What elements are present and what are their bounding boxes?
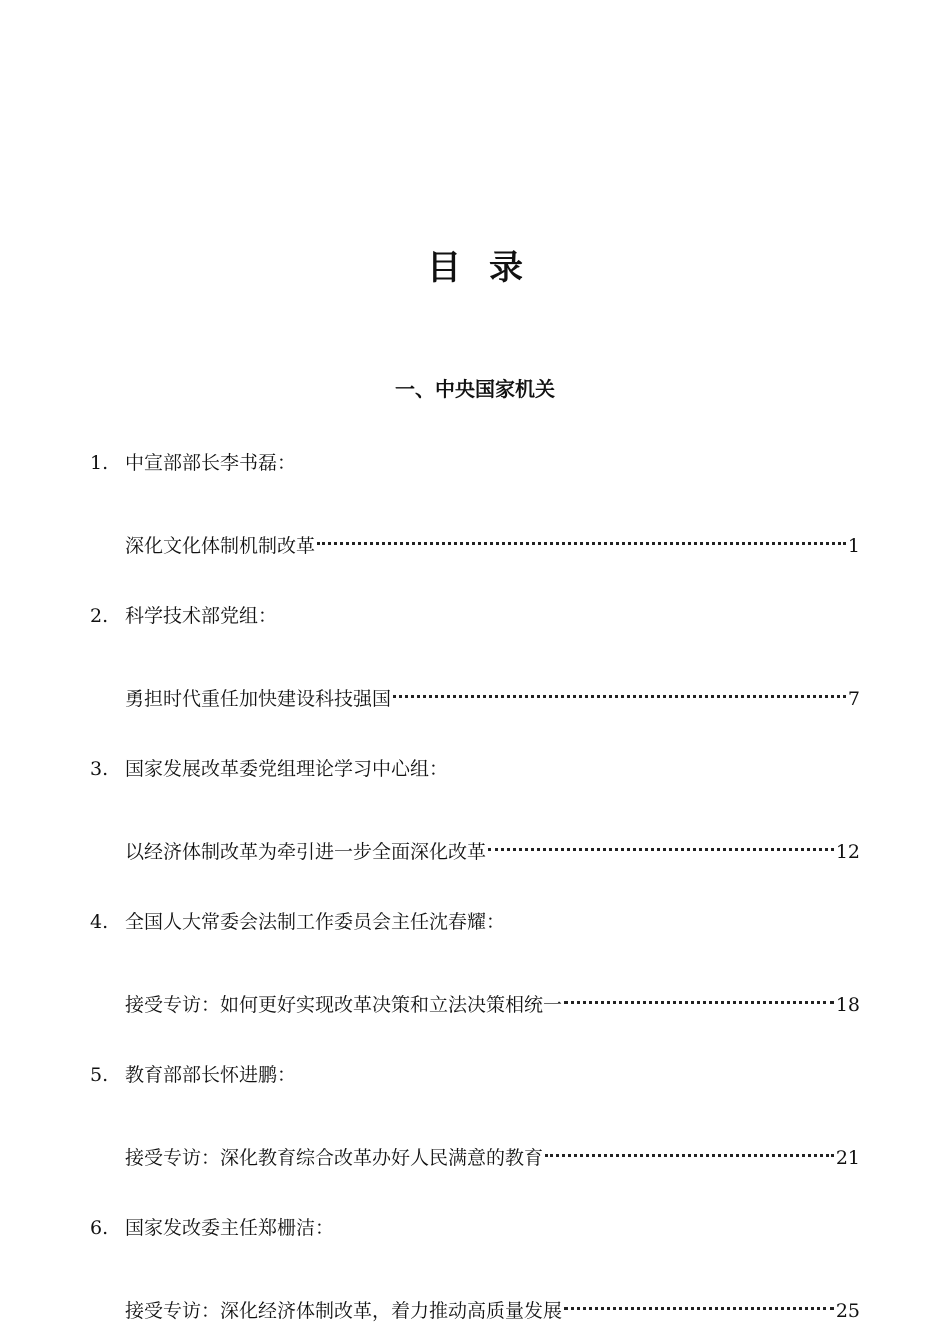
toc-entry-author — [90, 450, 296, 476]
toc-entry-article[interactable] — [125, 832, 860, 865]
entry-page-number: 18 — [835, 994, 860, 1016]
entry-page-number: 12 — [835, 841, 860, 863]
entry-article-title: 勇担时代重任加快建设科技强国 — [125, 688, 392, 710]
entry-article-title: 接受专访：如何更好实现改革决策和立法决策相统一 — [125, 994, 563, 1016]
toc-entry-author — [90, 603, 277, 629]
toc-entry-author — [90, 1062, 296, 1088]
entry-author-label: 科学技术部党组： — [125, 605, 278, 627]
dot-leader — [564, 1291, 834, 1317]
entry-page-number: 21 — [835, 1147, 860, 1169]
entry-author-label: 国家发展改革委党组理论学习中心组： — [125, 758, 449, 780]
entry-number: 6. — [90, 1217, 109, 1239]
toc-entry-author — [90, 909, 505, 935]
dot-leader — [488, 832, 834, 858]
entry-article-title: 接受专访：深化教育综合改革办好人民满意的教育 — [125, 1147, 544, 1169]
entry-page-number: 25 — [835, 1300, 860, 1322]
entry-author-label: 全国人大常委会法制工作委员会主任沈春耀： — [125, 911, 506, 933]
entry-article-title: 接受专访：深化经济体制改革，着力推动高质量发展 — [125, 1300, 563, 1322]
entry-page-number: 7 — [847, 688, 860, 710]
toc-title — [0, 240, 950, 289]
toc-entry-author — [90, 1215, 334, 1241]
entry-number: 1. — [90, 452, 109, 474]
toc-entry-article[interactable] — [125, 526, 860, 559]
toc-entry-article[interactable] — [125, 985, 860, 1018]
entry-article-title: 深化文化体制机制改革 — [125, 535, 316, 557]
entry-article-title: 以经济体制改革为牵引进一步全面深化改革 — [125, 841, 487, 863]
dot-leader — [393, 679, 846, 705]
dot-leader — [317, 526, 846, 552]
entry-number: 3. — [90, 758, 109, 780]
entry-author-label: 国家发改委主任郑栅洁： — [125, 1217, 335, 1239]
toc-entry-article[interactable] — [125, 1138, 860, 1171]
section-heading: 一、中央国家机关 — [395, 377, 555, 401]
entry-number: 2. — [90, 605, 109, 627]
entry-number: 5. — [90, 1064, 109, 1086]
entry-author-label: 中宣部部长李书磊： — [125, 452, 297, 474]
toc-entry-article[interactable] — [125, 679, 860, 712]
entry-page-number: 1 — [847, 535, 860, 557]
toc-title-char-2: 录 — [489, 248, 523, 288]
toc-entry-author — [90, 756, 448, 782]
entry-number: 4. — [90, 911, 109, 933]
entry-author-label: 教育部部长怀进鹏： — [125, 1064, 297, 1086]
toc-entry-article[interactable] — [125, 1291, 860, 1324]
dot-leader — [545, 1138, 834, 1164]
dot-leader — [564, 985, 834, 1011]
toc-title-char-1: 目 — [427, 248, 461, 288]
